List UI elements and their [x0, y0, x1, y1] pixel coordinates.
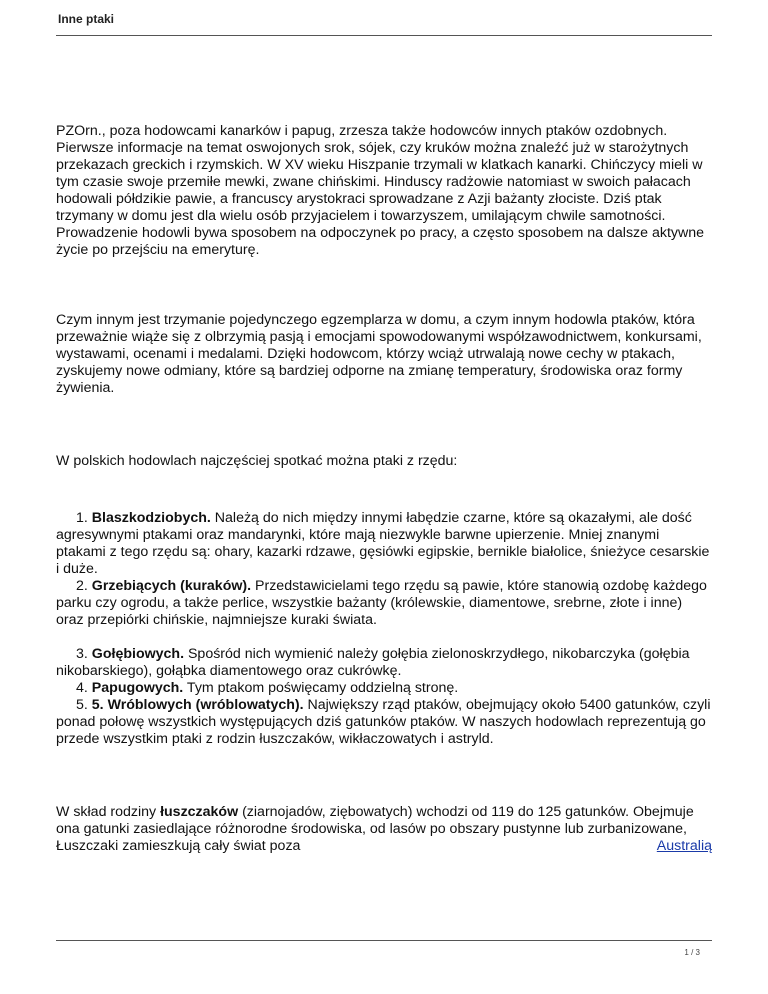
list-item-heading: Blaszkodziobych. — [91, 510, 211, 526]
finches-text-after: (ziarnojadów, ziębowatych) wchodzi od 119 do 125 gatunków. Obejmuje ona gatunki zasiedlające różnorodne środowiska, od lasów po obszary pustynne lub zurbanizowane, Łuszczaki zamieszkują cały świat poza — [56, 804, 694, 854]
list-item-heading: Gołębiowych. — [91, 646, 185, 662]
australia-link[interactable]: Australią — [656, 838, 712, 854]
bird-orders-list — [56, 510, 712, 748]
page-number: 1 / 3 — [684, 948, 700, 957]
list-item-text: Spośród nich wymienić należy gołębia zielonoskrzydłego, nikobarczyka (gołębia nikobarskiego), gołąbka diamentowego oraz cukrówkę. — [56, 646, 690, 679]
header-divider — [56, 35, 712, 36]
finches-bold: łuszczaków — [160, 804, 239, 820]
list-item-number: 3. — [76, 646, 88, 662]
list-item-text: Tym ptakom poświęcamy oddzielną stronę. — [183, 680, 459, 696]
list-item — [56, 680, 712, 697]
list-item — [56, 646, 712, 680]
list-item-text: Największy rząd ptaków, obejmujący około 5400 gatunków, czyli ponad połowę wszystkich występujących dziś gatunków ptaków. W naszych hodowlach reprezentują go przede wszystkim ptaki z rodzin łuszczaków, wikłaczowatych i astryld. — [56, 697, 711, 747]
list-item — [56, 510, 712, 578]
list-item — [56, 578, 712, 629]
list-item-heading: Papugowych. — [91, 680, 184, 696]
page-header-title: Inne ptaki — [58, 12, 115, 26]
list-item-heading: 5. Wróblowych (wróblowatych). — [91, 697, 304, 713]
breeding-paragraph: Czym innym jest trzymanie pojedynczego egzemplarza w domu, a czym innym hodowla ptaków, która przeważnie wiąże się z olbrzymią pasją i emocjami spowodowanymi współzawodnictwem, konkursami, wystawami, ocenami i medalami. Dzięki hodowcom, którzy wciąż utrwalają nowe cechy w ptakach, zyskujemy nowe odmiany, które są bardziej odporne na zmianę temperatury, środowiska oraz formy żywienia. — [56, 312, 702, 396]
list-item-number: 1. — [76, 510, 88, 526]
list-item-text: Należą do nich między innymi łabędzie czarne, które są okazałymi, ale dość agresywnymi ptakami oraz mandarynki, które mają niezwykle barwne upierzenie. Mniej znanymi ptakami z tego rzędu są: ohary, kazarki rdzawe, gęsiówki egipskie, bernikle białolice, śnieżyce cesarskie i duże. — [56, 510, 710, 577]
footer-divider — [56, 940, 712, 941]
list-item — [56, 697, 712, 748]
orders-intro-paragraph: W polskich hodowlach najczęściej spotkać można ptaki z rzędu: — [56, 453, 458, 469]
list-item-text: Przedstawicielami tego rzędu są pawie, które stanowią ozdobę każdego parku czy ogrodu, a także perlice, wszystkie bażanty (królewskie, diamentowe, srebrne, złote i inne) oraz przepiórki chińskie, najmniejsze kuraki świata. — [56, 578, 707, 628]
list-item-number: 4. — [76, 680, 88, 696]
finches-text-before: W skład rodziny — [56, 804, 161, 820]
list-item-number: 2. — [76, 578, 88, 594]
intro-paragraph: PZOrn., poza hodowcami kanarków i papug, zrzesza także hodowców innych ptaków ozdobnych. Pierwsze informacje na temat oswojonych srok, sójek, czy kruków można znaleźć już w starożytnych przekazach greckich i rzymskich. W XV wieku Hiszpanie trzymali w klatkach kanarki. Chińczycy mieli w tym czasie swoje przemiłe mewki, zwane chińskimi. Hinduscy radżowie natomiast w swoich pałacach hodowali półdzikie pawie, a francuscy arystokraci sprowadzane z Azji bażanty złociste. Dziś ptak trzymany w domu jest dla wielu osób przyjacielem i towarzyszem, umilającym chwile samotności. Prowadzenie hodowli bywa sposobem na odpoczynek po pracy, a często sposobem na dalsze aktywne życie po przejściu na emeryturę. — [56, 123, 705, 258]
list-item-heading: Grzebiących (kuraków). — [91, 578, 252, 594]
finches-paragraph — [56, 804, 712, 855]
document-body — [56, 123, 712, 855]
list-item-number: 5. — [76, 697, 88, 713]
